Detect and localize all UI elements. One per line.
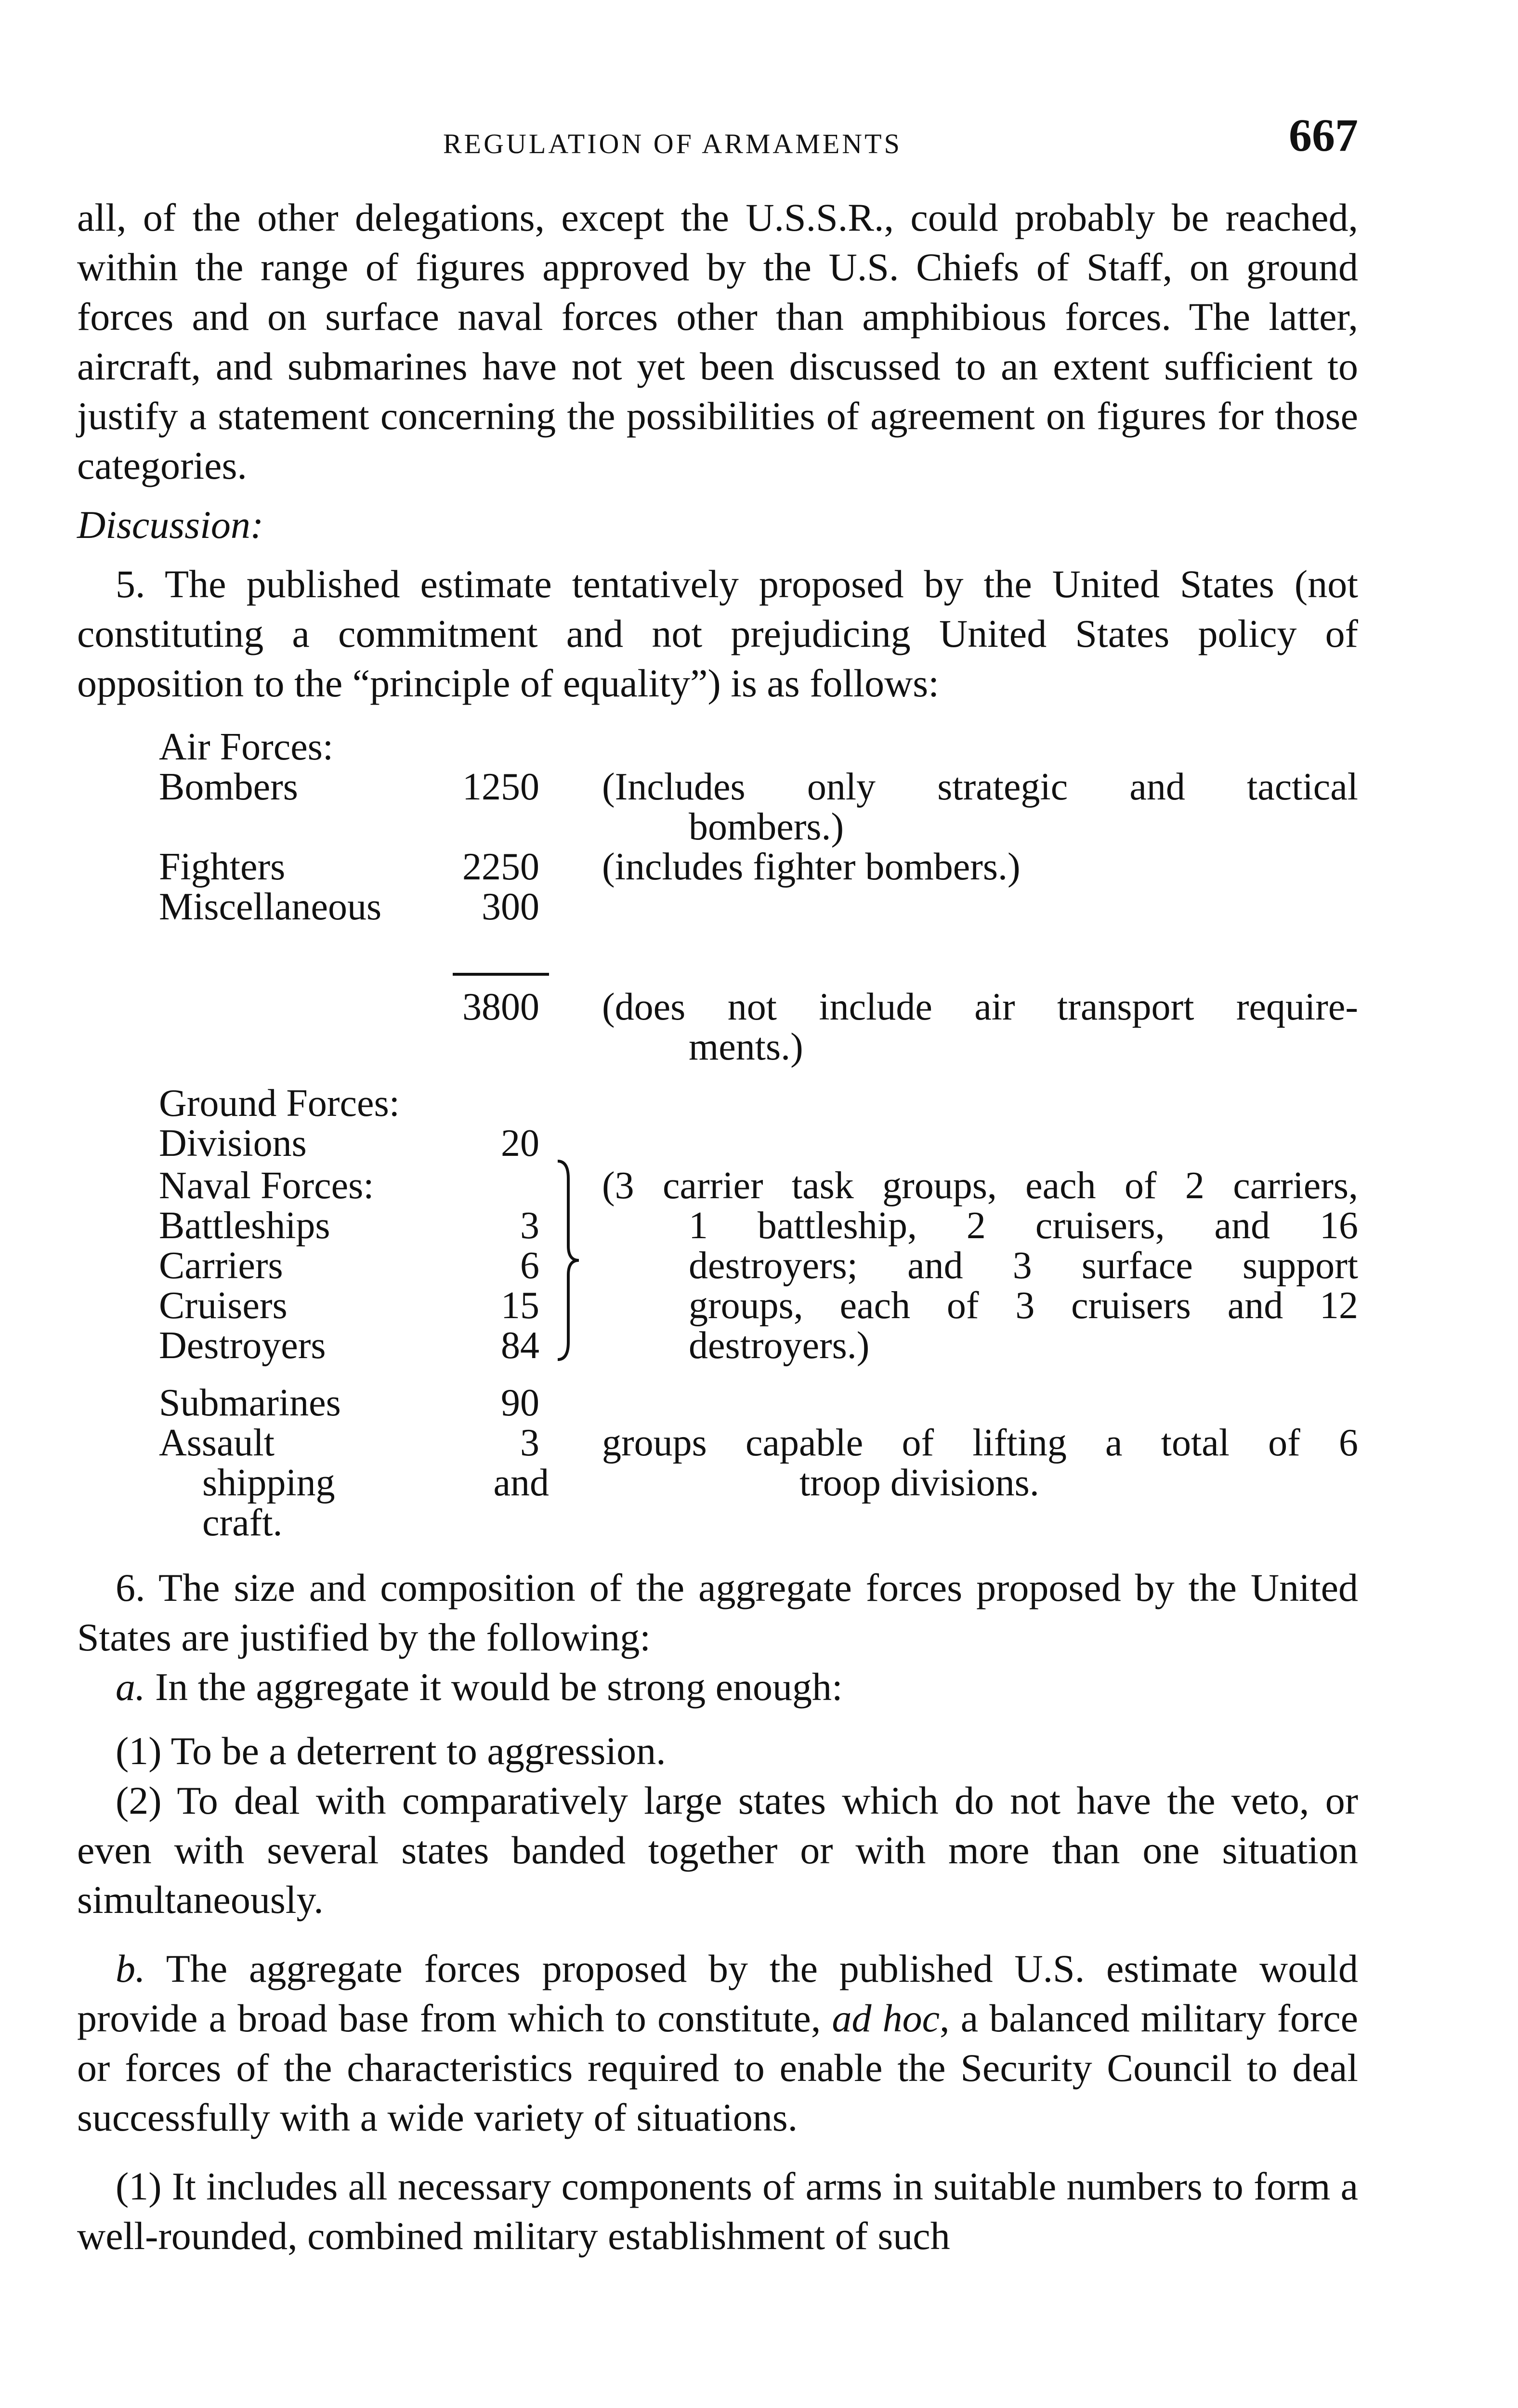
criteria-list [77, 1726, 1358, 1924]
ad-hoc-phrase: ad hoc [832, 1996, 940, 2040]
naval-brace [554, 1159, 583, 1361]
fighters-value: 2250 [462, 846, 539, 888]
page-number: 667 [1289, 109, 1358, 161]
bombers-note-line-2: bombers.) [689, 806, 844, 848]
miscellaneous-value: 300 [482, 886, 539, 928]
destroyers-label: Destroyers [159, 1324, 326, 1367]
paragraph-6b-1: (1) It includes all necessary components of arms in suitable numbers to form a well-rounded, combined military establishment of such [77, 2164, 1358, 2258]
fighters-note: (includes fighter bombers.) [602, 846, 1021, 888]
assault-note-line-1: groups capable of lifting a total of 6 [602, 1422, 1358, 1464]
criteria-item-1: (1) To be a deterrent to aggression. [116, 1729, 666, 1773]
assault-label-line-2: shipping and [202, 1462, 549, 1504]
assault-label-line-1: Assault [159, 1422, 275, 1464]
miscellaneous-label: Miscellaneous [159, 886, 382, 928]
paragraph-6: 6. The size and composition of the aggregate forces proposed by the United States are justified by the following: [77, 1566, 1358, 1659]
naval-note-line-5: destroyers.) [689, 1324, 870, 1367]
divisions-label: Divisions [159, 1122, 307, 1165]
divisions-value: 20 [501, 1122, 539, 1165]
running-head: REGULATION OF ARMAMENTS [443, 128, 902, 159]
naval-note-line-2: 1 battleship, 2 cruisers, and 16 [689, 1204, 1358, 1247]
fighters-label: Fighters [159, 846, 286, 888]
page-body [77, 193, 1358, 2261]
air-total-note-line-1: (does not include air transport require- [602, 986, 1358, 1028]
sum-rule [453, 973, 549, 976]
destroyers-value: 84 [501, 1324, 539, 1367]
air-total-value: 3800 [462, 986, 539, 1028]
battleships-label: Battleships [159, 1204, 330, 1247]
bombers-note-line-1: (Includes only strategic and tactical [602, 766, 1358, 808]
naval-note-line-4: groups, each of 3 cruisers and 12 [689, 1284, 1358, 1327]
naval-note-line-1: (3 carrier task groups, each of 2 carriers, [602, 1165, 1358, 1207]
ground-forces-heading: Ground Forces: [159, 1082, 400, 1125]
paragraph-6b-text-1: The aggregate forces proposed by the published U.S. estimate would provide a broad base from which to constitute, [77, 1947, 1358, 2040]
cruisers-label: Cruisers [159, 1284, 288, 1327]
bombers-label: Bombers [159, 766, 298, 808]
carriers-value: 6 [520, 1244, 539, 1287]
assault-label-line-3: craft. [202, 1502, 283, 1544]
intro-paragraph: all, of the other delegations, except the U.S.S.R., could probably be reached, within the range of figures approved by the U.S. Chiefs of Staff, on ground forces and on surface naval forces other than amphibious forces. The latter, aircraft, and submarines have not yet been discussed to an extent sufficient to justify a statement concerning the possibilities of agreement on figures for those categories. [77, 196, 1358, 487]
paragraph-6b-text-2: , a balanced military force or forces of the characteristics required to enable the Security Council to deal successfully with a wide variety of situations. [77, 1996, 1358, 2139]
paragraph-6a [77, 1662, 1358, 1712]
air-total-note-line-2: ments.) [689, 1026, 803, 1068]
cruisers-value: 15 [501, 1284, 539, 1327]
submarines-value: 90 [501, 1382, 539, 1424]
bombers-value: 1250 [462, 766, 539, 808]
paragraph-6b-letter: b. [116, 1947, 145, 1990]
discussion-heading: Discussion: [77, 503, 264, 547]
paragraph-6b [77, 1944, 1358, 2142]
paragraph-5: 5. The published estimate tentatively proposed by the United States (not constituting a commitment and not prejudicing United States policy of opposition to the “principle of equality”) is as follows: [77, 562, 1358, 705]
paragraph-6a-letter: a. [116, 1665, 145, 1709]
paragraph-6a-text: In the aggregate it would be strong enough: [145, 1665, 843, 1709]
criteria-item-2: (2) To deal with comparatively large states which do not have the veto, or even with several states banded together or with more than one situation simultaneously. [77, 1779, 1358, 1922]
air-forces-heading: Air Forces: [159, 726, 334, 768]
submarines-label: Submarines [159, 1382, 341, 1424]
assault-value: 3 [520, 1422, 539, 1464]
estimate-table [77, 727, 1358, 1544]
naval-forces-heading: Naval Forces: [159, 1165, 374, 1207]
carriers-label: Carriers [159, 1244, 283, 1287]
naval-note-line-3: destroyers; and 3 surface support [689, 1244, 1358, 1287]
page-header [77, 108, 1358, 171]
battleships-value: 3 [520, 1204, 539, 1247]
assault-note-line-2: troop divisions. [799, 1462, 1039, 1504]
